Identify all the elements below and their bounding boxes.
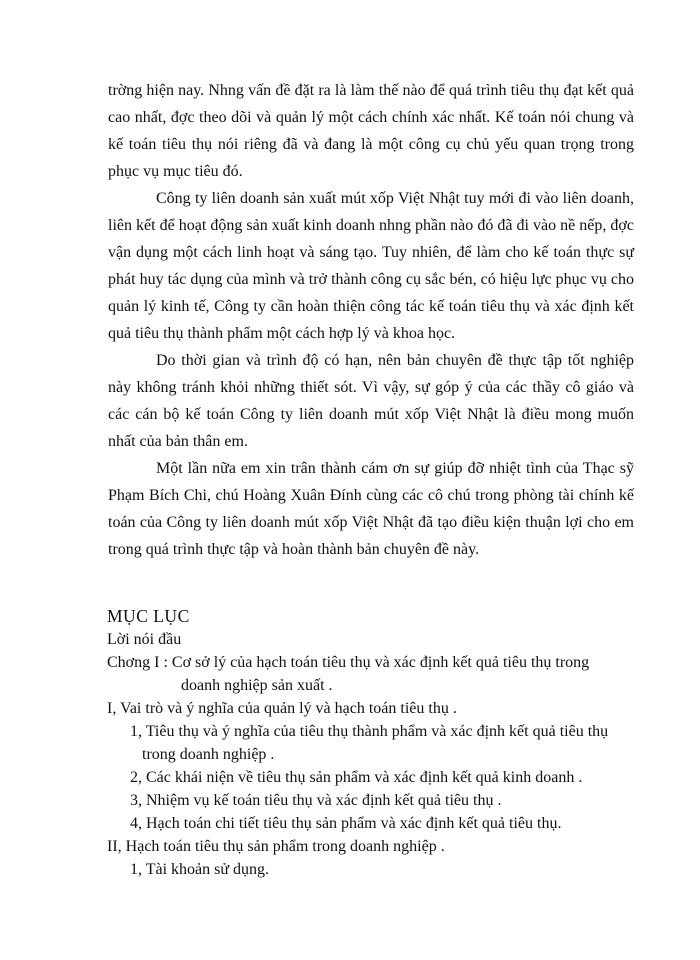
toc-section-2: II, Hạch toán tiêu thụ sản phẩm trong doanh nghiệp . xyxy=(107,838,445,855)
toc-item-1-3: 3, Nhiệm vụ kế toán tiêu thụ và xác định kết quả tiêu thụ . xyxy=(130,792,502,809)
toc-section-1: I, Vai trò và ý nghĩa của quản lý và hạch toán tiêu thụ . xyxy=(107,700,457,717)
body-text xyxy=(108,77,634,563)
paragraph-2: Công ty liên doanh sản xuất mút xốp Việt Nhật tuy mới đi vào liên doanh, liên kết để hoạt động sản xuất kinh doanh nhng phần nào đó đã đi vào nề nếp, đợc vận dụng một cách linh hoạt và sáng tạo. Tuy nhiên, để làm cho kế toán thực sự phát huy tác dụng của mình và trở thành công cụ sắc bén, có hiệu lực phục vụ cho quản lý kinh tế, Công ty cần hoàn thiện công tác kế toán tiêu thụ và xác định kết quả tiêu thụ thành phẩm một cách hợp lý và khoa học. xyxy=(108,190,634,342)
paragraph-1: trờng hiện nay. Nhng vấn đề đặt ra là làm thế nào để quá trình tiêu thụ đạt kết quả cao nhất, đợc theo dõi và quản lý một cách chính xác nhất. Kế toán nói chung và kế toán tiêu thụ nói riêng đã và đang là một công cụ chủ yếu quan trọng trong phục vụ mục tiêu đó. xyxy=(108,82,634,180)
paragraph-4: Một lần nữa em xin trân thành cám ơn sự giúp đỡ nhiệt tình của Thạc sỹ Phạm Bích Chi, chú Hoàng Xuân Đính cùng các cô chú trong phòng tài chính kế toán của Công ty liên doanh mút xốp Việt Nhật đã tạo điều kiện thuận lợi cho em trong quá trình thực tập và hoàn thành bản chuyên đề này. xyxy=(108,460,634,558)
toc-chapter-1: Chơng I : Cơ sở lý của hạch toán tiêu thụ và xác định kết quả tiêu thụ trong xyxy=(107,654,590,671)
toc-item-1-2: 2, Các khái niện về tiêu thụ sản phẩm và xác định kết quả kinh doanh . xyxy=(130,769,583,786)
table-of-contents xyxy=(107,604,647,881)
toc-item-1-4: 4, Hạch toán chi tiết tiêu thụ sản phẩm và xác định kết quả tiêu thụ. xyxy=(130,815,562,832)
toc-preface: Lời nói đầu xyxy=(107,631,182,648)
paragraph-3: Do thời gian và trình độ có hạn, nên bản chuyên đề thực tập tốt nghiệp này không tránh khỏi những thiết sót. Vì vậy, sự góp ý của các thầy cô giáo và các cán bộ kế toán Công ty liên doanh mút xốp Việt Nhật là điều mong muốn nhất của bản thân em. xyxy=(108,352,634,450)
toc-item-2-1: 1, Tài khoản sử dụng. xyxy=(130,861,270,878)
toc-title: MỤC LỤC xyxy=(107,606,190,626)
toc-item-1-1-continued: trong doanh nghiệp . xyxy=(142,746,275,763)
toc-chapter-1-continued: doanh nghiệp sản xuất . xyxy=(181,677,333,694)
toc-item-1-1: 1, Tiêu thụ và ý nghĩa của tiêu thụ thành phẩm và xác định kết quả tiêu thụ xyxy=(130,723,609,740)
